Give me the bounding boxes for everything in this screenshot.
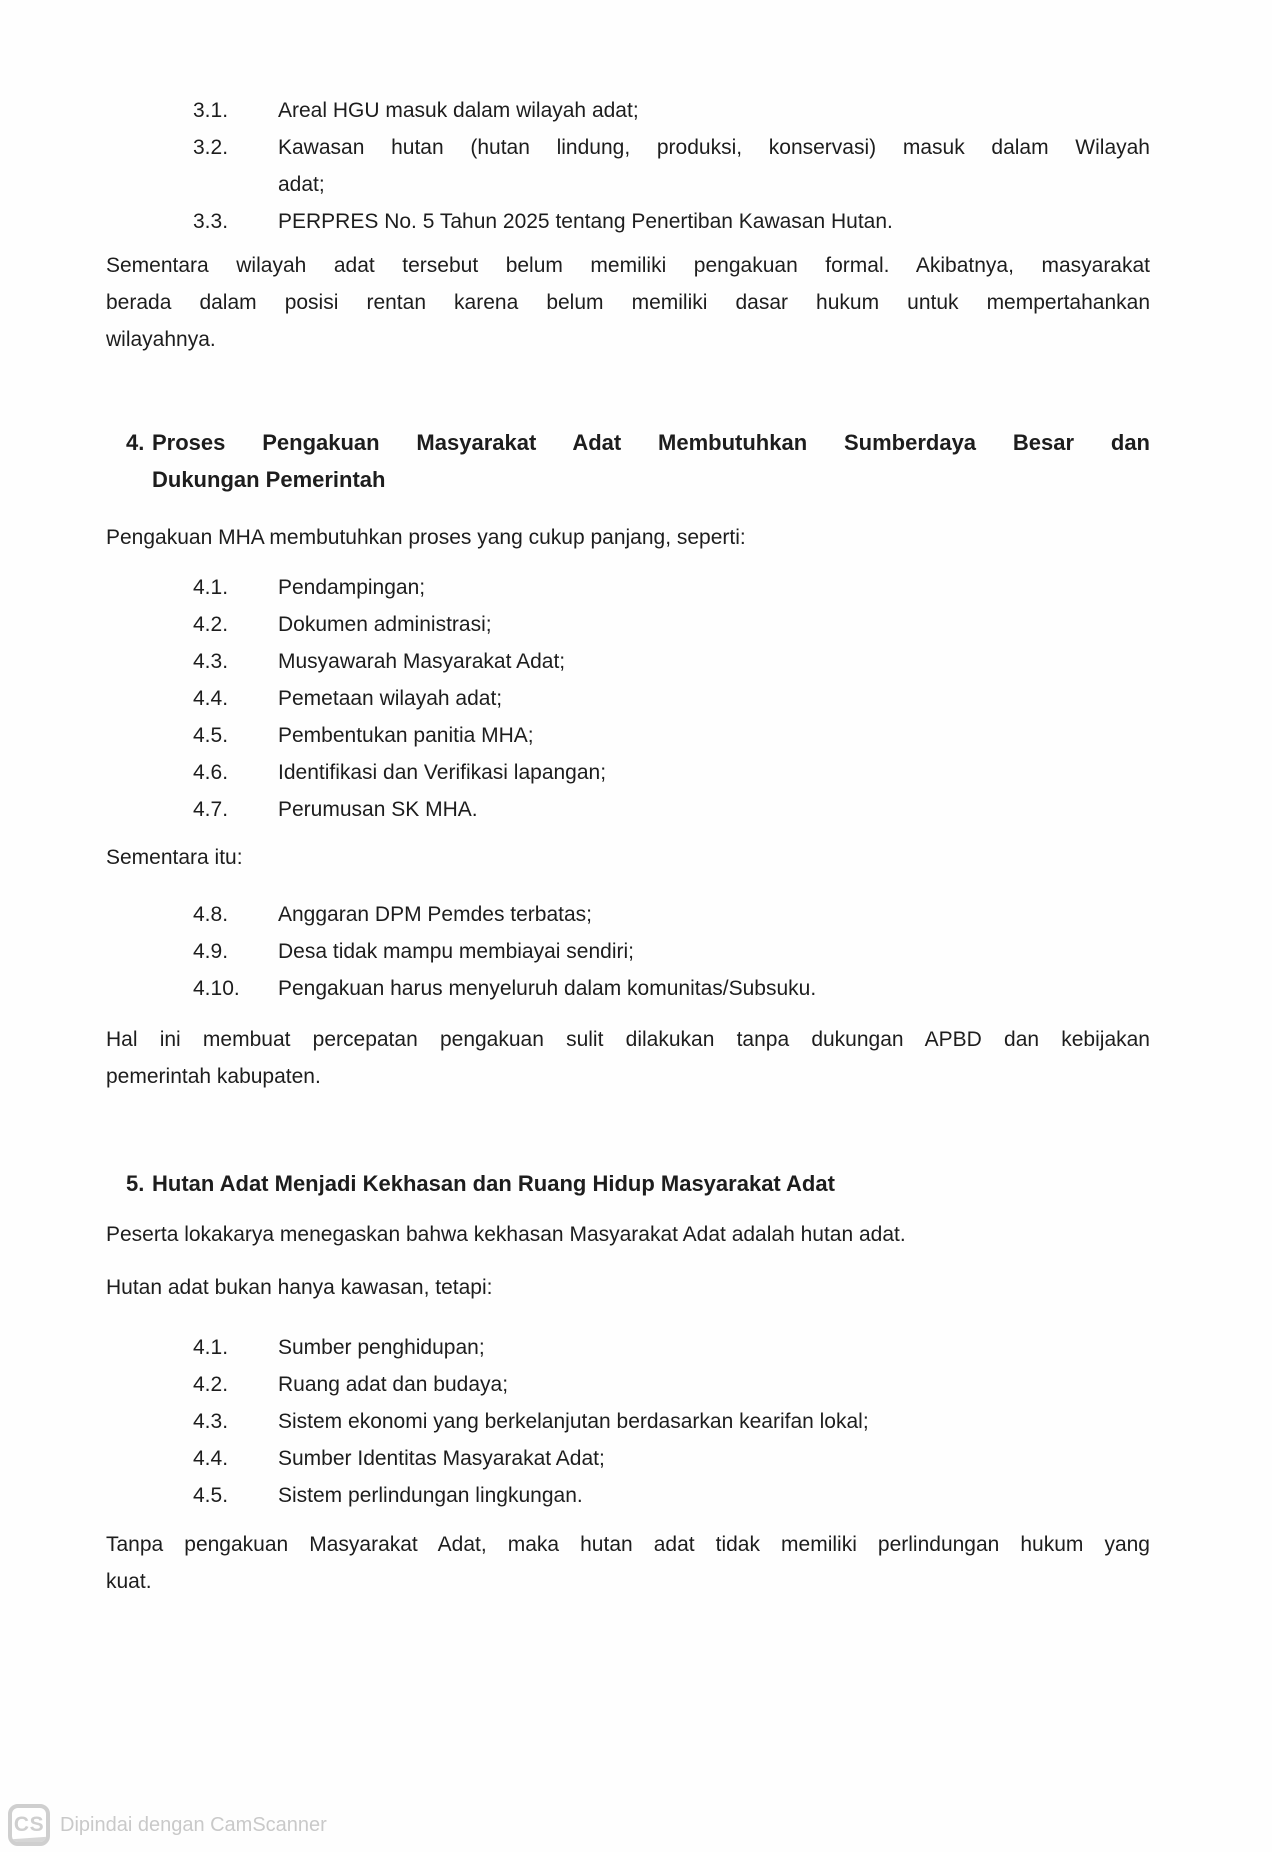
list-item-text: Pembentukan panitia MHA; xyxy=(278,724,534,747)
heading-number: 4. xyxy=(126,430,145,455)
list-item xyxy=(193,643,1150,680)
paragraph xyxy=(106,1269,1150,1306)
list-item-text: PERPRES No. 5 Tahun 2025 tentang Penertiban Kawasan Hutan. xyxy=(278,210,893,233)
list-item-number: 4.2. xyxy=(193,613,229,636)
section-heading-5 xyxy=(126,1165,1150,1202)
list-item xyxy=(193,92,1150,129)
camscanner-logo-icon: CS xyxy=(8,1804,50,1846)
list-item xyxy=(193,754,1150,791)
list-item-text: Identifikasi dan Verifikasi lapangan; xyxy=(278,761,607,784)
paragraph-line: Hal ini membuat percepatan pengakuan sulit dilakukan tanpa dukungan APBD dan kebijakan xyxy=(106,1028,1150,1051)
paragraph xyxy=(106,839,1150,876)
list-item-number: 4.6. xyxy=(193,761,229,784)
list-item-number: 3.3. xyxy=(193,210,229,233)
heading-number: 5. xyxy=(126,1171,145,1196)
list-item-number: 4.3. xyxy=(193,650,229,673)
list-item-text: Areal HGU masuk dalam wilayah adat; xyxy=(278,99,639,122)
list-item-text: Musyawarah Masyarakat Adat; xyxy=(278,650,566,673)
numbered-list-5 xyxy=(106,1329,1150,1514)
paragraph xyxy=(106,1021,1150,1095)
paragraph-line: Hutan adat bukan hanya kawasan, tetapi: xyxy=(106,1276,493,1299)
list-item-text: Sistem ekonomi yang berkelanjutan berdasarkan kearifan lokal; xyxy=(278,1410,869,1433)
paragraph-line: Sementara itu: xyxy=(106,846,243,869)
list-item xyxy=(193,203,1150,240)
list-item-text: Pemetaan wilayah adat; xyxy=(278,687,503,710)
list-item xyxy=(193,1440,1150,1477)
list-item xyxy=(193,717,1150,754)
list-item xyxy=(193,569,1150,606)
list-item-text: Sistem perlindungan lingkungan. xyxy=(278,1484,583,1507)
paragraph-line: Peserta lokakarya menegaskan bahwa kekhasan Masyarakat Adat adalah hutan adat. xyxy=(106,1223,906,1246)
list-item-number: 4.3. xyxy=(193,1410,229,1433)
heading-text: Dukungan Pemerintah xyxy=(152,467,386,492)
list-item-number: 3.1. xyxy=(193,99,229,122)
paragraph-line: wilayahnya. xyxy=(106,328,216,351)
list-item-text: adat; xyxy=(278,173,325,196)
list-item-text: Kawasan hutan (hutan lindung, produksi, konservasi) masuk dalam Wilayah xyxy=(278,136,1150,159)
list-item-text: Ruang adat dan budaya; xyxy=(278,1373,509,1396)
paragraph-line: Pengakuan MHA membutuhkan proses yang cukup panjang, seperti: xyxy=(106,526,746,549)
paragraph-line: berada dalam posisi rentan karena belum memiliki dasar hukum untuk mempertahankan xyxy=(106,291,1150,314)
list-item-number: 4.9. xyxy=(193,940,229,963)
list-item-number: 4.7. xyxy=(193,798,229,821)
list-item-number: 4.10. xyxy=(193,977,240,1000)
paragraph xyxy=(106,1526,1150,1600)
list-item xyxy=(193,791,1150,828)
paragraph-line: pemerintah kabupaten. xyxy=(106,1065,321,1088)
list-item xyxy=(193,896,1150,933)
paragraph xyxy=(106,1216,1150,1253)
list-item xyxy=(193,933,1150,970)
list-item-text: Sumber Identitas Masyarakat Adat; xyxy=(278,1447,605,1470)
paragraph xyxy=(106,247,1150,358)
list-item-number: 4.1. xyxy=(193,576,229,599)
list-item-number: 4.5. xyxy=(193,724,229,747)
list-item xyxy=(193,680,1150,717)
section-heading-4 xyxy=(126,424,1150,498)
list-item xyxy=(193,1403,1150,1440)
list-item-number: 4.1. xyxy=(193,1336,229,1359)
numbered-list-4a xyxy=(106,569,1150,828)
camscanner-watermark-text: Dipindai dengan CamScanner xyxy=(60,1813,327,1836)
list-item-text: Sumber penghidupan; xyxy=(278,1336,485,1359)
list-item xyxy=(193,970,1150,1007)
numbered-list-4b xyxy=(106,896,1150,1007)
list-item-text: Pendampingan; xyxy=(278,576,426,599)
paragraph-line: Tanpa pengakuan Masyarakat Adat, maka hutan adat tidak memiliki perlindungan hukum yang xyxy=(106,1533,1150,1556)
list-item-text: Anggaran DPM Pemdes terbatas; xyxy=(278,903,592,926)
list-item-number: 4.8. xyxy=(193,903,229,926)
document-page xyxy=(106,92,1150,1600)
list-item-number: 4.5. xyxy=(193,1484,229,1507)
list-item-text: Dokumen administrasi; xyxy=(278,613,492,636)
list-item-number: 3.2. xyxy=(193,136,229,159)
list-item-text: Desa tidak mampu membiayai sendiri; xyxy=(278,940,634,963)
list-item xyxy=(193,1477,1150,1514)
camscanner-watermark xyxy=(8,1804,327,1846)
paragraph-line: Sementara wilayah adat tersebut belum memiliki pengakuan formal. Akibatnya, masyarakat xyxy=(106,254,1150,277)
list-item xyxy=(193,1366,1150,1403)
list-item-text: Perumusan SK MHA. xyxy=(278,798,478,821)
list-item-number: 4.2. xyxy=(193,1373,229,1396)
paragraph xyxy=(106,519,1150,556)
paragraph-line: kuat. xyxy=(106,1570,152,1593)
heading-text: Hutan Adat Menjadi Kekhasan dan Ruang Hidup Masyarakat Adat xyxy=(152,1171,835,1196)
list-item-number: 4.4. xyxy=(193,1447,229,1470)
list-item xyxy=(193,129,1150,203)
list-item-text: Pengakuan harus menyeluruh dalam komunitas/Subsuku. xyxy=(278,977,817,1000)
heading-text: Proses Pengakuan Masyarakat Adat Membutuhkan Sumberdaya Besar dan xyxy=(152,430,1150,455)
list-item xyxy=(193,606,1150,643)
list-item xyxy=(193,1329,1150,1366)
list-item-number: 4.4. xyxy=(193,687,229,710)
numbered-list-3 xyxy=(106,92,1150,240)
